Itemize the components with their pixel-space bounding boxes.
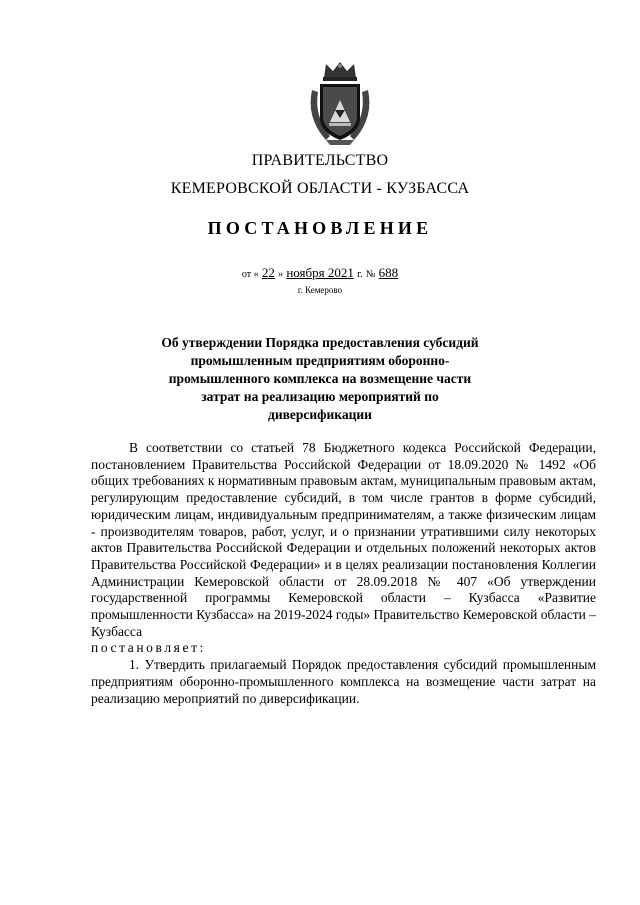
year-suffix: г.: [357, 269, 363, 280]
document-number: 688: [378, 265, 399, 280]
date-number-line: [0, 265, 640, 281]
coat-of-arms-emblem: [304, 60, 376, 146]
government-name-line2: КЕМЕРОВСКОЙ ОБЛАСТИ - КУЗБАССА: [170, 180, 470, 197]
date-prefix: от «: [241, 269, 259, 280]
document-body: [91, 440, 596, 707]
body-paragraph-1: В соответствии со статьей 78 Бюджетного кодекса Российской Федерации, постановлением Правительства Российской Федерации от 18.09.2020 № 1492 «Об общих требованиях к нормативным правовым актам, муниципальным правовым актам, регулирующим предоставление субсидий, в том числе грантов в форме субсидий, юридическим лицам, индивидуальным предпринимателям, а также физическим лицам - производителям товаров, работ, услуг, и о признании утратившими силу некоторых актов Правительства Российской Федерации и отдельных положений некоторых актов Правительства Российской Федерации» и в целях реализации постановления Коллегии Администрации Кемеровской области от 28.09.2018 № 407 «Об утверждении государственной программы Кемеровской области – Кузбасса «Развитие промышленности Кузбасса» на 2019-2024 годы» Правительство Кемеровской области – Кузбасса: [91, 440, 596, 639]
government-name-line1: ПРАВИТЕЛЬСТВО: [251, 152, 389, 169]
document-title: Об утверждении Порядка предоставления субсидий промышленным предприятиям оборонно-промышленного комплекса на возмещение части затрат на реализацию мероприятий по диверсификации: [161, 335, 479, 422]
resolves-word: постановляет:: [91, 640, 206, 656]
number-label: №: [365, 269, 376, 280]
city-name: г. Кемерово: [297, 285, 343, 295]
date-month-year: ноября 2021: [286, 265, 354, 280]
date-mid: »: [278, 269, 284, 280]
body-paragraph-2: 1. Утвердить прилагаемый Порядок предоставления субсидий промышленным предприятиям оборонно-промышленного комплекса на возмещение части затрат на реализацию мероприятий по диверсификации.: [91, 657, 596, 706]
date-day: 22: [261, 265, 275, 280]
document-type-heading: ПОСТАНОВЛЕНИЕ: [207, 218, 433, 238]
